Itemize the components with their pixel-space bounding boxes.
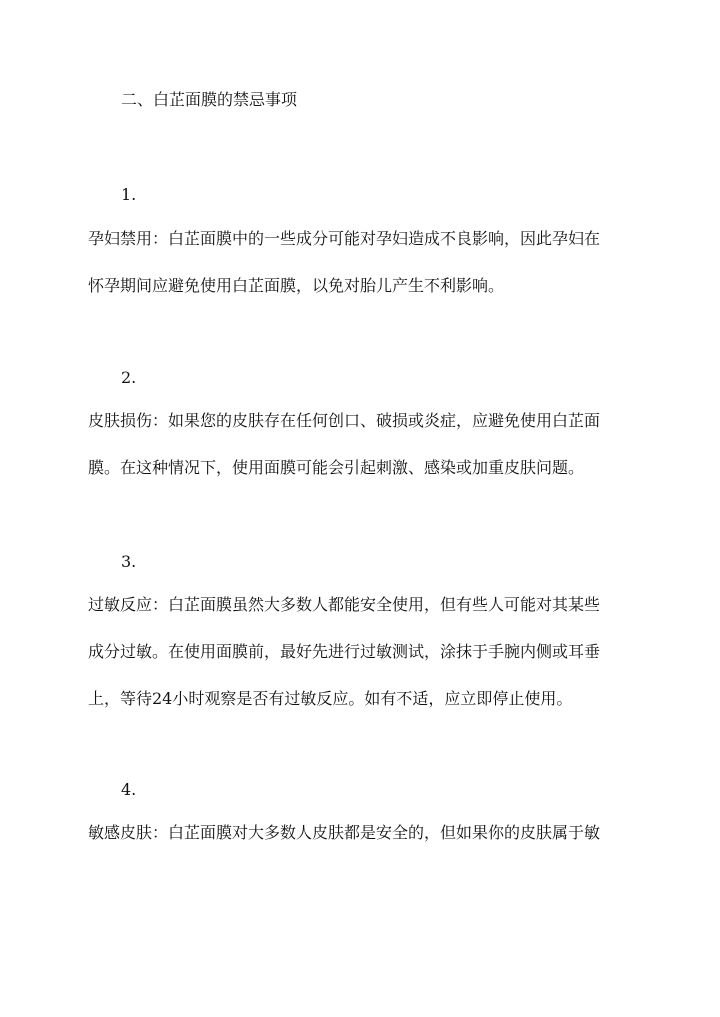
item-2-line-1: 皮肤损伤：如果您的皮肤存在任何创口、破损或炎症，应避免使用白芷面	[88, 411, 601, 430]
item-4-text	[88, 821, 648, 845]
section-heading: 二、白芷面膜的禁忌事项	[121, 90, 298, 109]
item-1-text	[88, 227, 648, 298]
item-3-line-3: 上，等待24小时观察是否有过敏反应。如有不适，应立即停止使用。	[88, 689, 573, 708]
item-4-line-1: 敏感皮肤：白芷面膜对大多数人皮肤都是安全的，但如果你的皮肤属于敏	[88, 823, 601, 842]
item-1-line-2: 怀孕期间应避免使用白芷面膜，以免对胎儿产生不利影响。	[88, 276, 505, 295]
item-2-number: 2.	[121, 368, 137, 387]
item-3-number: 3.	[121, 552, 137, 571]
item-1-line-1: 孕妇禁用：白芷面膜中的一些成分可能对孕妇造成不良影响，因此孕妇在	[88, 229, 601, 248]
item-2-text	[88, 409, 648, 480]
item-3-text	[88, 593, 648, 711]
item-3-line-2: 成分过敏。在使用面膜前，最好先进行过敏测试，涂抹于手腕内侧或耳垂	[88, 642, 601, 661]
item-4-number: 4.	[121, 780, 137, 799]
item-2-line-2: 膜。在这种情况下，使用面膜可能会引起刺激、感染或加重皮肤问题。	[88, 458, 585, 477]
item-3-line-1: 过敏反应：白芷面膜虽然大多数人都能安全使用，但有些人可能对其某些	[88, 595, 601, 614]
item-1-number: 1.	[121, 185, 137, 204]
